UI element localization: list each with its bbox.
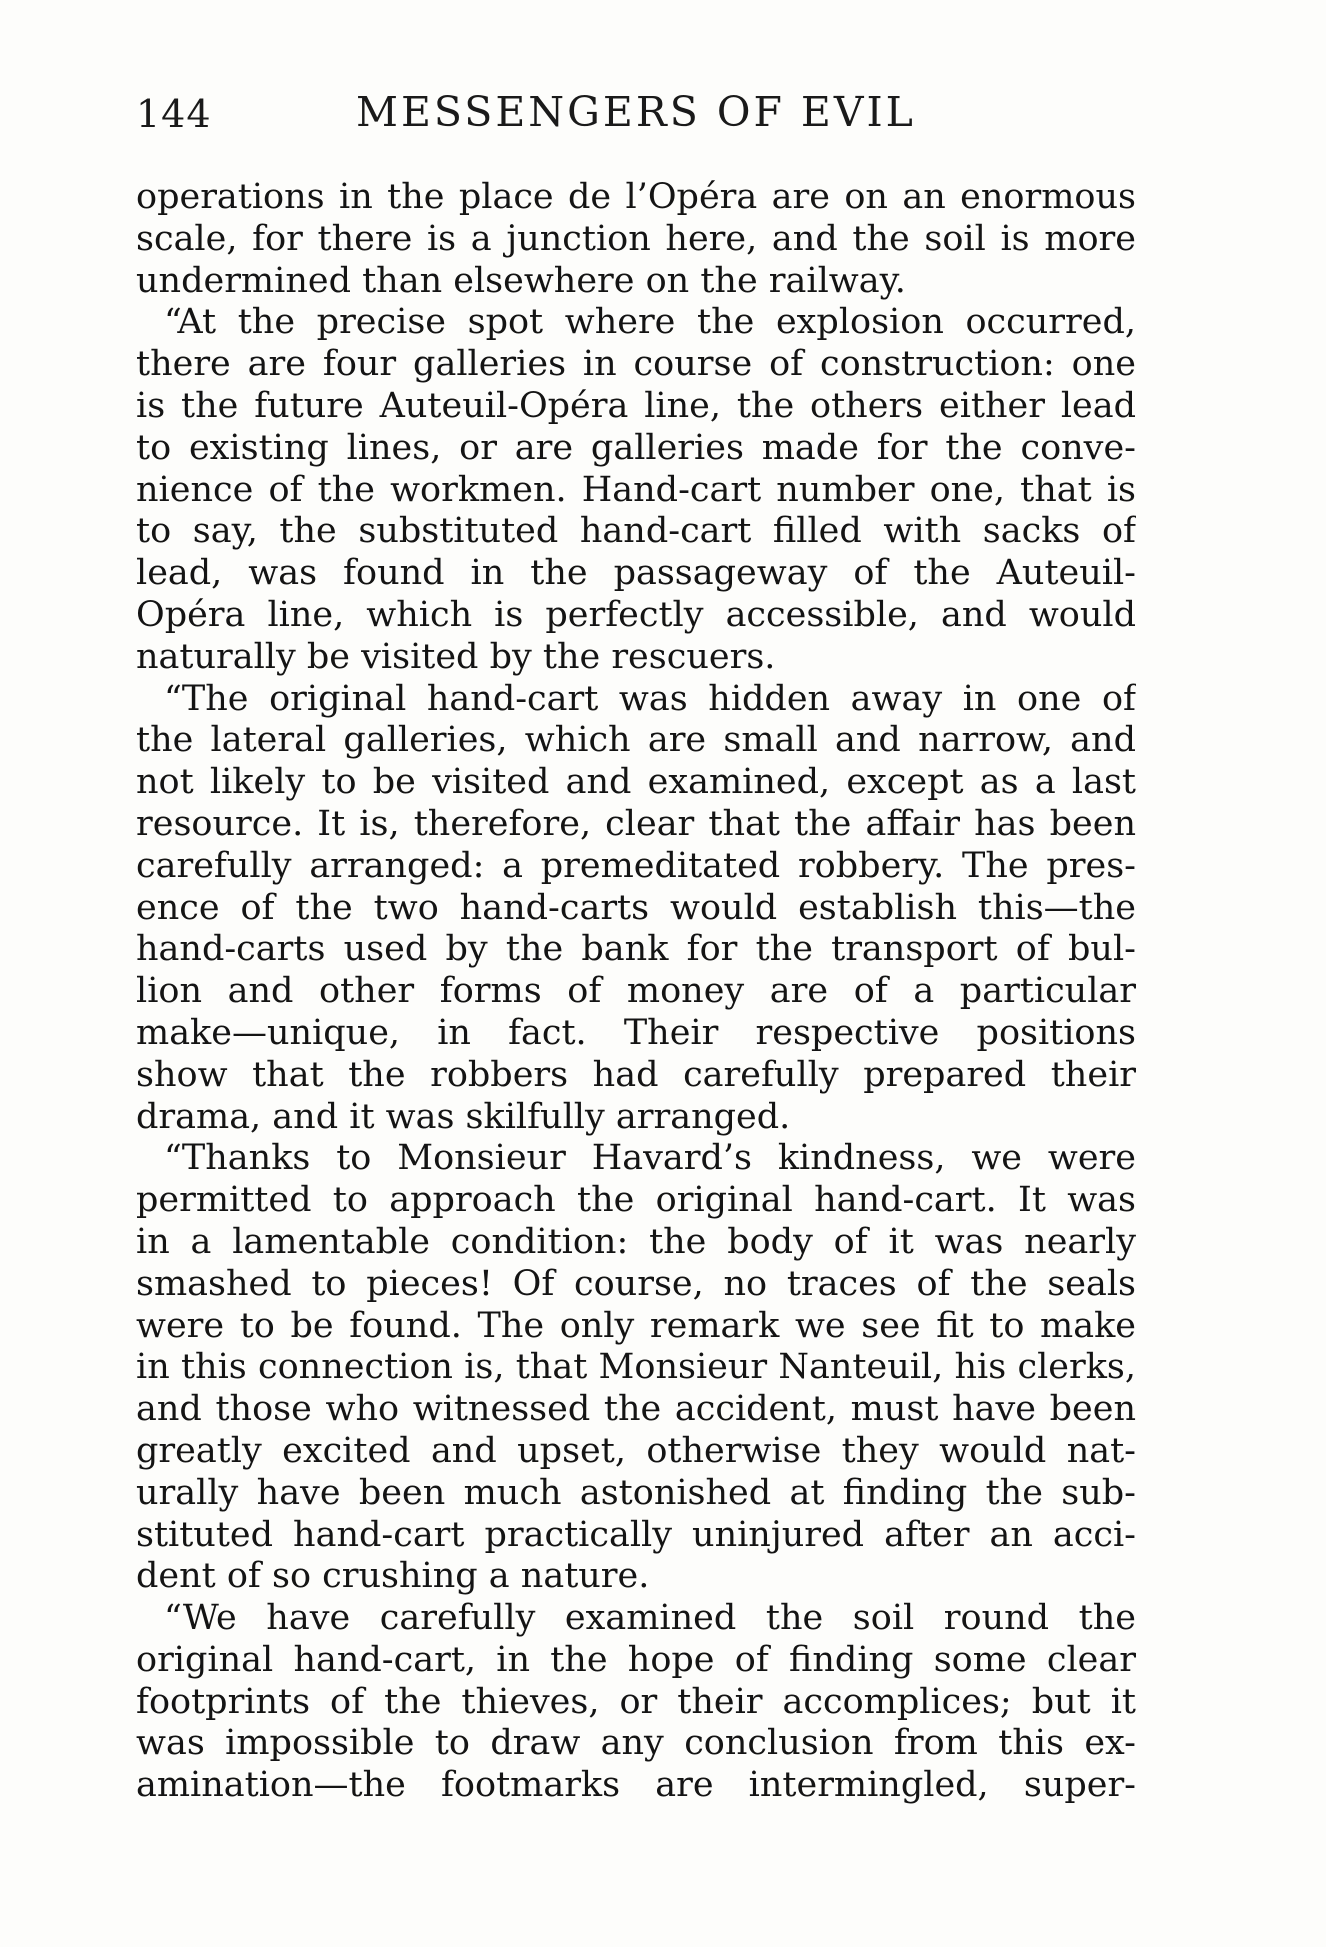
page-header (136, 88, 1136, 148)
text-line: lead, was found in the passageway of the Auteuil- (136, 553, 1136, 594)
text-line: was impossible to draw any conclusion from this ex- (136, 1723, 1136, 1764)
body-text (136, 177, 1136, 1807)
text-line: undermined than elsewhere on the railway. (136, 260, 906, 301)
text-line: not likely to be visited and examined, except as a last (136, 762, 1136, 803)
text-line: dent of so crushing a nature. (136, 1556, 650, 1597)
text-line: nience of the workmen. Hand-cart number one, that is (136, 469, 1136, 510)
text-line: ence of the two hand-carts would establish this—the (136, 887, 1136, 928)
text-line: to existing lines, or are galleries made for the conve- (136, 427, 1136, 468)
paragraph (136, 177, 1136, 302)
text-line: Opéra line, which is perfectly accessible, and would (136, 594, 1136, 635)
running-head: MESSENGERS OF EVIL (356, 88, 916, 136)
text-line: scale, for there is a junction here, and the soil is more (136, 218, 1136, 259)
text-line: lion and other forms of money are of a particular (136, 971, 1136, 1012)
page-number: 144 (136, 92, 212, 136)
text-line: permitted to approach the original hand-cart. It was (136, 1180, 1136, 1221)
text-line: original hand-cart, in the hope of finding some clear (136, 1639, 1136, 1680)
text-line: make—unique, in fact. Their respective positions (136, 1012, 1136, 1053)
text-line: “The original hand-cart was hidden away in one of (164, 678, 1136, 719)
text-line: and those who witnessed the accident, must have been (136, 1389, 1136, 1430)
paragraph (136, 679, 1136, 1139)
text-line: carefully arranged: a premeditated robbery. The pres- (136, 845, 1136, 886)
text-line: “Thanks to Monsieur Havard’s kindness, we were (164, 1138, 1136, 1179)
paragraph (136, 1598, 1136, 1807)
text-line: footprints of the thieves, or their accomplices; but it (136, 1681, 1136, 1722)
text-line: the lateral galleries, which are small and narrow, and (136, 720, 1136, 761)
text-line: stituted hand-cart practically uninjured after an acci- (136, 1514, 1136, 1555)
text-line: “We have carefully examined the soil round the (164, 1598, 1136, 1639)
text-line: “At the precise spot where the explosion occurred, (164, 302, 1136, 343)
text-line: drama, and it was skilfully arranged. (136, 1096, 791, 1137)
text-line: hand-carts used by the bank for the transport of bul- (136, 929, 1136, 970)
text-line: in a lamentable condition: the body of it was nearly (136, 1221, 1136, 1262)
text-line: urally have been much astonished at finding the sub- (136, 1472, 1136, 1513)
text-line: to say, the substituted hand-cart filled with sacks of (136, 511, 1136, 552)
text-line: amination—the footmarks are intermingled, super- (136, 1765, 1136, 1806)
paragraph (136, 302, 1136, 678)
text-line: is the future Auteuil-Opéra line, the others either lead (136, 385, 1136, 426)
text-line: were to be found. The only remark we see fit to make (136, 1305, 1136, 1346)
text-line: greatly excited and upset, otherwise they would nat- (136, 1430, 1136, 1471)
text-line: operations in the place de l’Opéra are on an enormous (136, 177, 1136, 217)
text-line: show that the robbers had carefully prepared their (136, 1054, 1136, 1095)
text-line: there are four galleries in course of construction: one (136, 344, 1136, 385)
paragraph (136, 1138, 1136, 1598)
text-line: in this connection is, that Monsieur Nanteuil, his clerks, (136, 1347, 1136, 1388)
text-line: resource. It is, therefore, clear that the affair has been (136, 803, 1136, 844)
text-line: smashed to pieces! Of course, no traces of the seals (136, 1263, 1136, 1304)
text-line: naturally be visited by the rescuers. (136, 636, 776, 677)
